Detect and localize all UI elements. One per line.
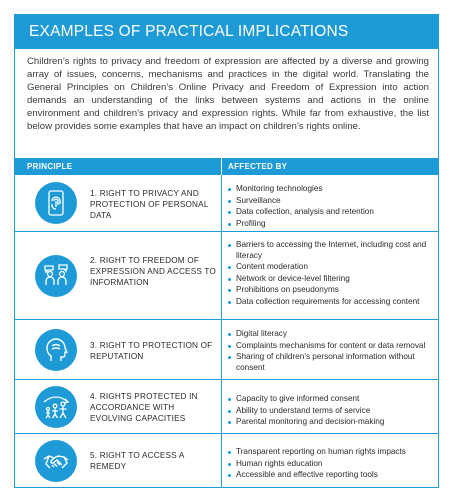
table-header bbox=[15, 158, 438, 175]
list-item: Human rights education bbox=[228, 459, 436, 470]
panel-title: EXAMPLES OF PRACTICAL IMPLICATIONS bbox=[15, 15, 438, 49]
head-profile-icon bbox=[35, 329, 77, 371]
growth-figures-icon bbox=[35, 386, 77, 428]
affected-list bbox=[228, 447, 436, 482]
header-principle: PRINCIPLE bbox=[27, 162, 73, 171]
table-row bbox=[15, 320, 438, 380]
row-divider bbox=[221, 434, 222, 487]
list-item: Ability to understand terms of service bbox=[228, 406, 436, 417]
affected-list bbox=[228, 394, 436, 429]
table-row bbox=[15, 232, 438, 320]
list-item: Network or device-level filtering bbox=[228, 274, 436, 285]
affected-list bbox=[228, 184, 436, 230]
list-item: Digital literacy bbox=[228, 329, 436, 340]
list-item: Content moderation bbox=[228, 262, 436, 273]
row-divider bbox=[221, 232, 222, 319]
list-item: Barriers to accessing the Internet, including cost and literacy bbox=[228, 240, 436, 261]
practical-implications-panel bbox=[14, 14, 439, 488]
list-item: Capacity to give informed consent bbox=[228, 394, 436, 405]
list-item: Profiling bbox=[228, 219, 436, 230]
principle-label: 5. RIGHT TO ACCESS A REMEDY bbox=[90, 451, 185, 471]
principle-label: 2. RIGHT TO FREEDOM OF EXPRESSION AND ACCESS TO INFORMATION bbox=[90, 256, 216, 287]
row-divider bbox=[221, 380, 222, 433]
list-item: Data collection requirements for accessing content bbox=[228, 297, 436, 308]
list-item: Surveillance bbox=[228, 196, 436, 207]
affected-list bbox=[228, 329, 436, 374]
table-row bbox=[15, 380, 438, 434]
people-speech-icon bbox=[35, 255, 77, 297]
table-row bbox=[15, 175, 438, 232]
list-item: Accessible and effective reporting tools bbox=[228, 470, 436, 481]
affected-list bbox=[228, 240, 436, 308]
principle-label: 1. RIGHT TO PRIVACY AND PROTECTION OF PERSONAL DATA bbox=[90, 189, 209, 220]
list-item: Transparent reporting on human rights impacts bbox=[228, 447, 436, 458]
principle-label: 3. RIGHT TO PROTECTION OF REPUTATION bbox=[90, 341, 213, 361]
principle-label: 4. RIGHTS PROTECTED IN ACCORDANCE WITH EVOLVING CAPACITIES bbox=[90, 392, 198, 423]
list-item: Prohibitions on pseudonyms bbox=[228, 285, 436, 296]
row-divider bbox=[221, 320, 222, 379]
list-item: Sharing of children’s personal information without consent bbox=[228, 352, 436, 373]
intro-paragraph: Children’s rights to privacy and freedom of expression are affected by a diverse and growing array of issues, concerns, mechanisms and practices in the digital world. Translating the General Principles on Children’s Online Privacy and Freedom of Expression into action demands an understanding of the links between systems and actions in the online environment and children’s privacy and expression rights. While far from exhaustive, the list below provides some examples that have an impact on children’s rights online. bbox=[27, 56, 429, 132]
table-row bbox=[15, 434, 438, 487]
list-item: Monitoring technologies bbox=[228, 184, 436, 195]
list-item: Parental monitoring and decision-making bbox=[228, 417, 436, 428]
list-item: Data collection, analysis and retention bbox=[228, 207, 436, 218]
fingerprint-phone-icon bbox=[35, 182, 77, 224]
list-item: Complaints mechanisms for content or data removal bbox=[228, 341, 436, 352]
header-divider bbox=[221, 158, 222, 175]
handshake-icon bbox=[35, 440, 77, 482]
row-divider bbox=[221, 175, 222, 231]
header-affected-by: AFFECTED BY bbox=[228, 162, 288, 171]
